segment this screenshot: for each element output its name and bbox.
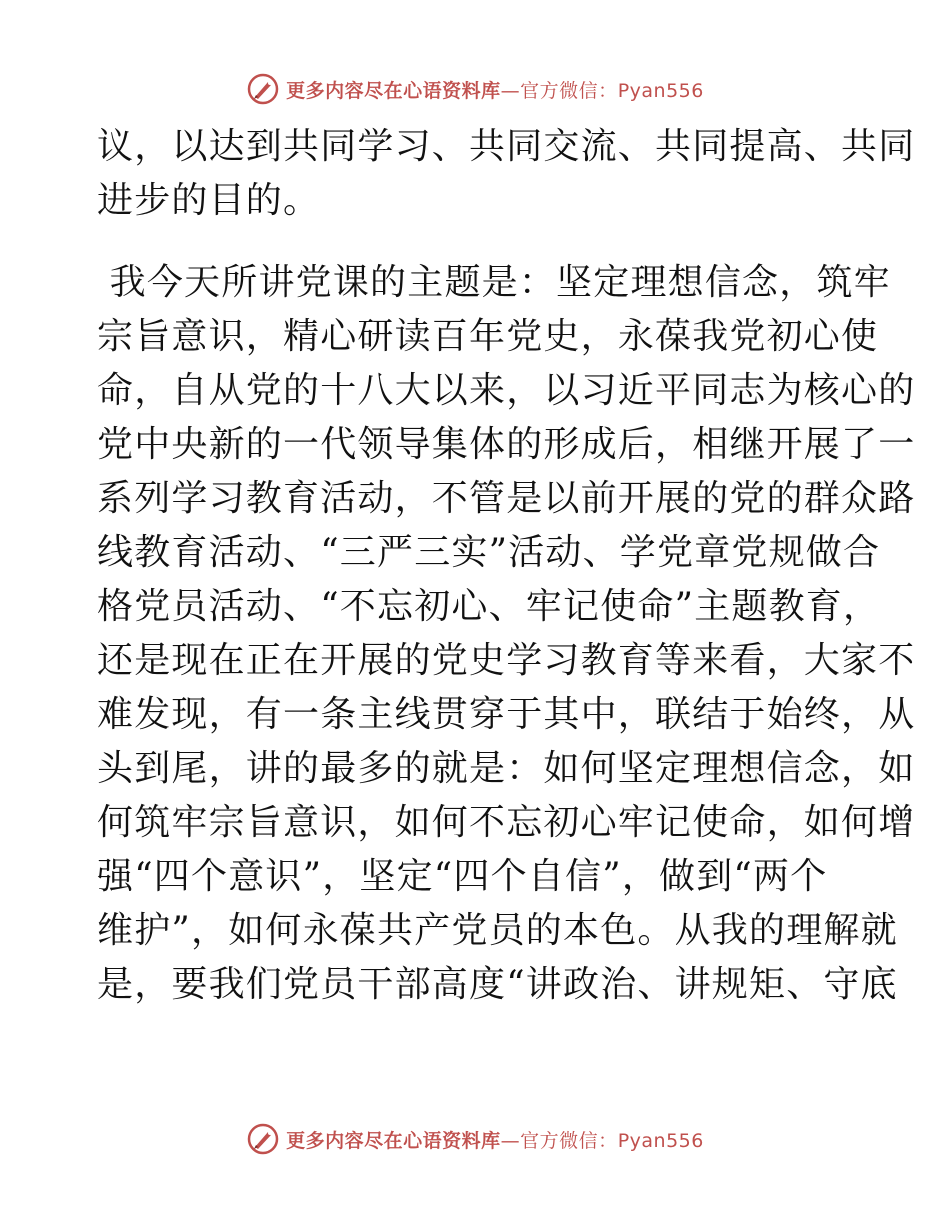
paragraph-1 — [97, 120, 916, 228]
text-line: 强“四个意识”，坚定“四个自信”，做到“两个 — [97, 856, 828, 897]
text-line: 命，自从党的十八大以来，以习近平同志为核心的 — [97, 370, 916, 411]
text-line: 党中央新的一代领导集体的形成后，相继开展了一 — [97, 424, 916, 465]
watermark-account: Pyan556 — [617, 1129, 704, 1152]
text-line: 头到尾，讲的最多的就是：如何坚定理想信念，如 — [97, 748, 916, 789]
watermark-separator: — — [500, 1129, 521, 1152]
watermark-separator: — — [500, 79, 521, 102]
text-line: 议，以达到共同学习、共同交流、共同提高、共同 — [97, 126, 916, 167]
text-line: 宗旨意识，精心研读百年党史，永葆我党初心使 — [97, 316, 879, 357]
footer-watermark — [0, 1122, 950, 1156]
text-line: 进步的目的。 — [97, 180, 321, 221]
paragraph-spacer — [97, 228, 857, 256]
watermark-main-text: 更多内容尽在心语资料库 — [286, 1129, 501, 1152]
text-line: 我今天所讲党课的主题是：坚定理想信念，筑牢 — [97, 262, 891, 303]
text-line: 维护”，如何永葆共产党员的本色。从我的理解就 — [97, 910, 898, 951]
pen-logo-icon — [246, 1122, 280, 1156]
watermark-text — [286, 1126, 704, 1153]
text-line: 系列学习教育活动，不管是以前开展的党的群众路 — [97, 478, 916, 519]
pen-logo-icon — [246, 72, 280, 106]
text-line: 是，要我们党员干部高度“讲政治、讲规矩、守底 — [97, 964, 898, 1005]
document-body — [97, 120, 916, 1012]
text-line: 格党员活动、“不忘初心、牢记使命”主题教育， — [97, 586, 881, 627]
paragraph-2 — [97, 256, 916, 1012]
watermark-account: Pyan556 — [617, 79, 704, 102]
text-line: 还是现在正在开展的党史学习教育等来看，大家不 — [97, 640, 916, 681]
text-line: 何筑牢宗旨意识，如何不忘初心牢记使命，如何增 — [97, 802, 916, 843]
watermark-text — [286, 76, 704, 103]
text-line: 难发现，有一条主线贯穿于其中，联结于始终，从 — [97, 694, 916, 735]
watermark-main-text: 更多内容尽在心语资料库 — [286, 79, 501, 102]
watermark-account-label: 官方微信： — [520, 79, 618, 102]
watermark-account-label: 官方微信： — [520, 1129, 618, 1152]
text-line: 线教育活动、“三严三实”活动、学党章党规做合 — [97, 532, 881, 573]
header-watermark — [0, 72, 950, 106]
